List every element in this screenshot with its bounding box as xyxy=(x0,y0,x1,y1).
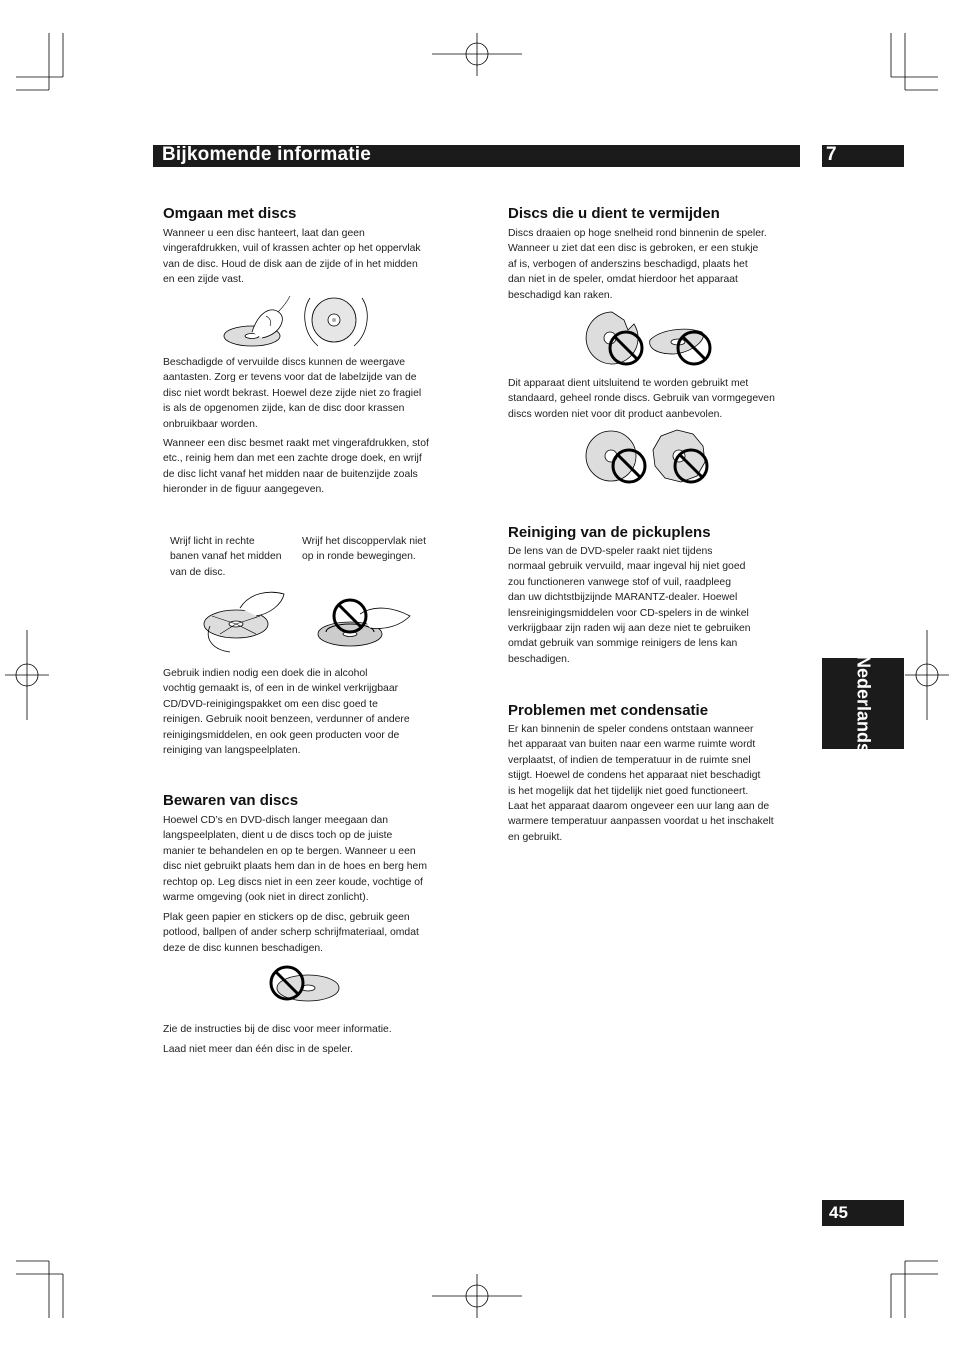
text-line: normaal gebruik vervuild, maar ingeval hij niet goed xyxy=(508,561,746,573)
text-line: manier te behandelen en op te bergen. Wanneer u een xyxy=(163,845,416,857)
text-line: Gebruik indien nodig een doek die in alcohol xyxy=(163,668,368,679)
text-line: De lens van de DVD-speler raakt niet tijdens xyxy=(508,546,713,557)
text-line: langspeelplaten, dient u de discs toch op de juiste xyxy=(163,830,393,842)
shaped-disc-icons xyxy=(585,428,715,488)
text-line: beschadigd kan raken. xyxy=(508,289,613,301)
damaged-disc-icons xyxy=(584,308,719,368)
text-line: disc niet gebruikt plaats hem dan in de hoes en berg hem xyxy=(163,861,427,873)
text-line: vingerafdrukken, vuil of krassen achter op het oppervlak xyxy=(163,243,421,255)
text-block xyxy=(163,1022,392,1037)
text-line: Er kan binnenin de speler condens ontstaan wanneer xyxy=(508,724,754,735)
text-line: potlood, ballpen of ander scherp schrijfmateriaal, omdat xyxy=(163,927,419,939)
text-line: Discs draaien op hoge snelheid rond binnenin de speler. xyxy=(508,228,767,239)
chapter-number: 7 xyxy=(826,144,837,165)
text-line: warme omgeving (ook niet in direct zonlicht). xyxy=(163,892,369,904)
text-line: Beschadigde of vervuilde discs kunnen de weergave xyxy=(163,357,406,368)
page-number: 45 xyxy=(829,1203,848,1222)
text-line: reinigingsmiddelen, en ook geen producten voor de xyxy=(163,729,400,741)
text-line: af is, verbogen of anderszins beschadigd, plaats het xyxy=(508,258,748,270)
text-line: deze de disc kunnen beschadigen. xyxy=(163,942,324,954)
text-line: de disc licht vanaf het midden naar de buitenzijde zoals xyxy=(163,468,418,480)
text-line: Dit apparaat dient uitsluitend te worden gebruikt met xyxy=(508,378,749,389)
text-line: hieronder in de figuur aangegeven. xyxy=(163,484,325,496)
text-line: Wrijf licht in rechte xyxy=(170,536,255,547)
text-line: Zie de instructies bij de disc voor meer informatie. xyxy=(163,1024,392,1035)
language-label: Nederlands xyxy=(853,654,874,754)
no-sticker-disc-icon xyxy=(266,962,342,1006)
caption-wipe-straight xyxy=(170,534,282,580)
text-line: van de disc. Houd de disk aan de zijde of in het midden xyxy=(163,258,418,270)
heading-handling-discs: Omgaan met discs xyxy=(163,205,297,222)
text-block xyxy=(163,436,429,498)
text-line: het apparaat van buiten naar een warme ruimte wordt xyxy=(508,739,756,751)
text-block xyxy=(163,226,421,288)
heading-storing-discs: Bewaren van discs xyxy=(163,792,299,809)
text-block xyxy=(163,910,419,956)
text-line: discs worden niet voor dit product aanbevolen. xyxy=(508,408,723,420)
text-line: reiniging van langspeelplaten. xyxy=(163,745,301,757)
text-line: Plak geen papier en stickers op de disc, gebruik geen xyxy=(163,912,410,923)
text-line: Wanneer u een disc hanteert, laat dan geen xyxy=(163,228,365,239)
text-line: banen vanaf het midden xyxy=(170,551,282,563)
text-line: verplaatst, of indien de temperatuur in de ruimte snel xyxy=(508,754,751,766)
text-line: aantasten. Zorg er tevens voor dat de labelzijde van de xyxy=(163,372,417,384)
text-block xyxy=(508,722,774,845)
caption-no-circular xyxy=(302,534,426,565)
text-line: en gebruikt. xyxy=(508,831,563,843)
text-line: is het mogelijk dat het tijdelijk niet goed functioneert. xyxy=(508,785,749,797)
text-line: van de disc. xyxy=(170,566,226,578)
text-block xyxy=(508,226,767,303)
heading-condensation: Problemen met condensatie xyxy=(508,702,709,719)
text-line: op in ronde bewegingen. xyxy=(302,551,416,563)
text-line: rechtop op. Leg discs niet in een zeer koude, vochtige of xyxy=(163,876,423,888)
heading-pickup-lens: Reiniging van de pickuplens xyxy=(508,524,711,541)
page-title: Bijkomende informatie xyxy=(162,144,372,165)
text-line: en een zijde vast. xyxy=(163,274,244,286)
text-line: Hoewel CD’s en DVD-disch langer meegaan dan xyxy=(163,815,389,826)
text-line: warmere temperatuur aanpassen voordat u het inschakelt xyxy=(508,816,774,828)
text-block xyxy=(163,355,421,432)
text-line: dan niet in de speler, omdat hierdoor het apparaat xyxy=(508,274,738,286)
text-line: zou functioneren vanwege stof of vuil, raadpleeg xyxy=(508,576,731,588)
text-line: Wanneer een disc besmet raakt met vingerafdrukken, stof xyxy=(163,438,429,449)
heading-discs-to-avoid: Discs die u dient te vermijden xyxy=(508,205,720,222)
text-line: reinigen. Gebruik nooit benzeen, verdunner of andere xyxy=(163,714,410,726)
text-line: standaard, geheel ronde discs. Gebruik van vormgegeven xyxy=(508,393,775,405)
text-line: omdat gebruik van sommige reinigers de lens kan xyxy=(508,638,738,650)
wiping-illustration xyxy=(200,586,415,654)
text-line: disc niet wordt bekrast. Hoewel deze zijde niet zo fragiel xyxy=(163,387,422,399)
text-line: stijgt. Hoewel de condens het apparaat niet beschadigt xyxy=(508,770,761,782)
text-line: Laat het apparaat daarom ongeveer een uur lang aan de xyxy=(508,801,770,813)
text-line: etc., reinig hem dan met een zachte droge doek, en wrijf xyxy=(163,453,422,465)
text-line: is als de opgenomen zijde, kan de disc door krassen xyxy=(163,403,405,415)
text-line: vochtig gemaakt is, of een in de winkel verkrijgbaar xyxy=(163,683,399,695)
disc-handling-illustration xyxy=(222,292,382,350)
text-line: Laad niet meer dan één disc in de speler. xyxy=(163,1044,354,1055)
text-block xyxy=(508,376,775,422)
text-line: onbruikbaar worden. xyxy=(163,418,258,430)
text-line: lensreinigingsmiddelen voor CD-spelers in de winkel xyxy=(508,607,749,619)
text-block xyxy=(508,544,751,667)
text-line: beschadigen. xyxy=(508,653,570,665)
text-block xyxy=(163,1042,353,1057)
text-line: verkrijgbaar zijn raden wij aan deze niet te gebruiken xyxy=(508,623,751,635)
text-line: Wrijf het discoppervlak niet xyxy=(302,536,426,547)
text-line: CD/DVD-reinigingspakket om een disc goed te xyxy=(163,698,378,710)
text-block xyxy=(163,666,410,758)
text-block xyxy=(163,813,427,905)
text-line: dan uw dichtstbijzijnde MARANTZ-dealer. Hoewel xyxy=(508,592,738,604)
text-line: Wanneer u ziet dat een disc is gebroken, er een stukje xyxy=(508,243,759,255)
